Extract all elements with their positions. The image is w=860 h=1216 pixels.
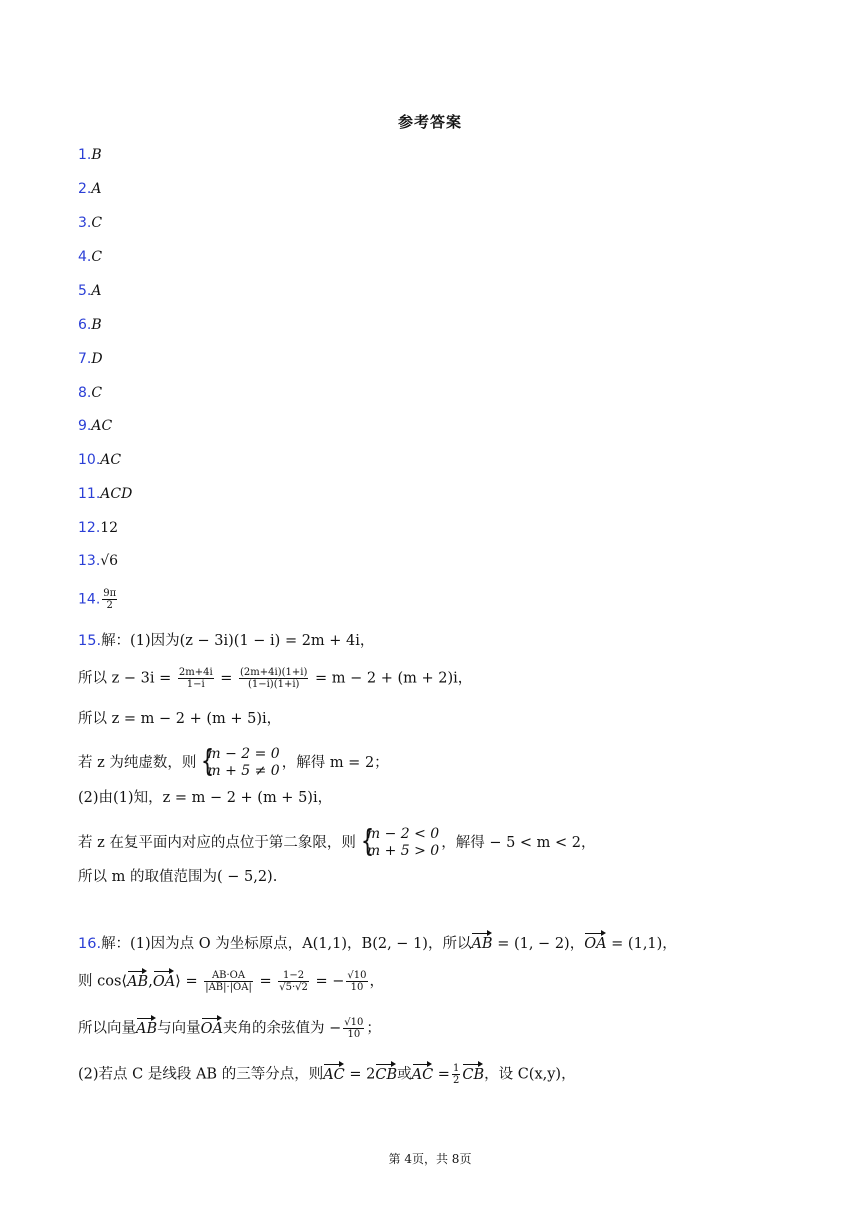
vector-symbol: CB (462, 1064, 484, 1086)
vector-symbol: OA (201, 1018, 223, 1040)
vector-symbol: CB (375, 1064, 397, 1086)
system-row: m + 5 ≠ 0 (207, 763, 280, 779)
q16-text: = (1,1)， (606, 936, 677, 952)
fraction-denominator: 2 (106, 600, 113, 611)
fraction (343, 1017, 364, 1040)
vector-symbol: OA (153, 971, 175, 993)
fraction-numerator: √10 (347, 970, 367, 981)
answer-item (78, 416, 112, 436)
answer-number: 1. (78, 147, 92, 163)
answer-number: 3. (78, 215, 92, 231)
answer-item (78, 450, 121, 470)
answer-value: A (91, 283, 102, 299)
answer-value: C (91, 385, 103, 401)
page-title: 参考答案 (397, 113, 462, 131)
fraction-numerator: 2m+4i (178, 667, 213, 678)
answer-item (78, 213, 102, 233)
answer-item (78, 315, 102, 335)
fraction-denominator: √5·√2 (279, 982, 308, 993)
q16-text: 解：(1)因为点 O 为坐标原点，A(1,1)，B(2, − 1)，所以 (101, 936, 472, 952)
vector-symbol: AB (136, 1018, 157, 1040)
answer-value: ACD (100, 486, 133, 502)
equation-system (358, 826, 439, 860)
q16-line-1 (78, 933, 677, 955)
answer-number: 7. (78, 351, 92, 367)
q16-text: ， (369, 973, 385, 990)
answer-value: B (91, 317, 102, 333)
answer-item (78, 383, 102, 403)
fraction-numerator: √10 (344, 1017, 364, 1028)
q16-text: 或 (397, 1066, 412, 1083)
q15-text: ，解得 − 5 < m < 2， (441, 835, 596, 851)
fraction-numerator: 1−2 (278, 970, 309, 982)
answer-number: 15. (78, 633, 102, 649)
q15-text: ，解得 m = 2； (281, 755, 389, 771)
q15-line-6 (78, 826, 596, 860)
answer-item (78, 281, 101, 301)
brace-icon: { (201, 744, 215, 779)
q16-text: 夹角的余弦值为 − (223, 1020, 342, 1037)
system-row: m − 2 = 0 (207, 746, 280, 762)
fraction-numerator: 9π (103, 588, 117, 599)
q16-text: = (1, − 2)， (492, 936, 585, 952)
answer-item (78, 349, 103, 369)
fraction-denominator: 2 (452, 1075, 460, 1086)
fraction-denominator: (1−i)(1+i) (247, 679, 300, 690)
answer-number: 8. (78, 385, 92, 401)
system-row: m − 2 < 0 (366, 826, 440, 842)
answer-fraction (102, 588, 117, 611)
q16-text: 则 cos⟨ (78, 973, 128, 990)
answer-number: 6. (78, 317, 92, 333)
answer-number: 11. (78, 486, 101, 502)
answer-value: B (91, 147, 102, 163)
answer-value: AC (91, 418, 113, 434)
vector-symbol: OA (584, 933, 606, 955)
q15-text: = m − 2 + (m + 2)i， (314, 670, 473, 687)
answer-item (78, 518, 118, 538)
fraction (346, 970, 367, 993)
answer-number: 5. (78, 283, 92, 299)
fraction-numerator: 1 (452, 1063, 460, 1074)
q16-text: = 2 (344, 1066, 376, 1083)
answer-value: √6 (100, 553, 119, 569)
system-row: m + 5 > 0 (366, 843, 440, 859)
q16-text: 所以向量 (78, 1020, 136, 1037)
q16-text: ⟩ = (175, 973, 198, 990)
answer-number: 2. (78, 181, 92, 197)
q16-line-4 (78, 1063, 576, 1086)
fraction-numerator: (2m+4i)(1+i) (240, 667, 308, 678)
answer-number: 14. (78, 591, 101, 608)
q16-text: (2)若点 C 是线段 AB 的三等分点，则 (78, 1066, 324, 1083)
q16-text: = − (315, 973, 345, 990)
q15-line-4 (78, 746, 389, 780)
q15-line-7: 所以 m 的取值范围为( − 5,2). (78, 869, 278, 885)
vector-symbol: AC (323, 1064, 345, 1086)
brace-icon: { (360, 824, 375, 859)
fraction-denominator: 1−i (186, 679, 205, 690)
q15-text: 解：(1)因为(z − 3i)(1 − i) = 2m + 4i， (101, 633, 375, 649)
q16-text: = (433, 1066, 450, 1083)
answer-value: C (91, 215, 103, 231)
q16-line-3 (78, 1017, 381, 1040)
q15-line-5: (2)由(1)知，z = m − 2 + (m + 5)i， (78, 790, 333, 806)
fraction (239, 667, 308, 690)
vector-symbol: AB (471, 933, 492, 955)
answer-number: 12. (78, 520, 101, 536)
q16-line-2: 则 cos⟨AB,OA⟩ = $\frac{AB\cdot OA}{|AB|\cdot|OA|}$ = $\frac{1-2}{√5\cdot√2}$ = − $\frac{√10}{10}$ ， (78, 970, 385, 993)
fraction-denominator: 10 (350, 982, 364, 993)
answer-number: 4. (78, 249, 92, 265)
answer-number: 13. (78, 553, 101, 569)
answer-item (78, 247, 102, 267)
answer-item (78, 145, 102, 165)
q15-line-3: 所以 z = m − 2 + (m + 5)i， (78, 711, 282, 727)
answer-value: A (91, 181, 102, 197)
fraction-numerator: AB·OA (204, 970, 253, 982)
answer-value: D (91, 351, 103, 367)
q15-line-1 (78, 630, 374, 652)
q15-text: 所以 z − 3i = (78, 670, 172, 687)
q15-line-2: 所以 z − 3i = $\frac{2m+4i}{1-i}$ = $\frac{(2m+4i)(1+i)}{(1-i)(1+i)}$ = m − 2 + (m + 2)i， (78, 667, 473, 690)
answer-value: C (91, 249, 103, 265)
answer-value: 12 (100, 520, 119, 536)
q15-text: 若 z 在复平面内对应的点位于第二象限，则 (78, 835, 356, 851)
answer-item (78, 484, 132, 504)
fraction (178, 667, 214, 690)
answer-value: AC (100, 452, 122, 468)
fraction (452, 1063, 460, 1086)
vector-symbol: AB (127, 971, 148, 993)
answer-number: 10. (78, 452, 101, 468)
page-footer: 第 4页，共 8页 (388, 1152, 472, 1166)
fraction (204, 970, 253, 993)
answer-number: 9. (78, 418, 92, 434)
q16-text: ； (366, 1020, 381, 1037)
fraction-denominator: |AB|·|OA| (205, 982, 252, 993)
answer-item (78, 179, 101, 199)
vector-symbol: AC (412, 1064, 434, 1086)
answer-item (78, 588, 119, 611)
answer-number: 16. (78, 936, 102, 952)
equation-system (198, 746, 279, 780)
q15-text: 若 z 为纯虚数，则 (78, 755, 197, 771)
answer-item (78, 551, 118, 571)
fraction (278, 970, 309, 993)
q16-text: 与向量 (157, 1020, 201, 1037)
fraction-denominator: 10 (347, 1029, 361, 1040)
q16-text: ，设 C(x,y)， (484, 1066, 576, 1083)
